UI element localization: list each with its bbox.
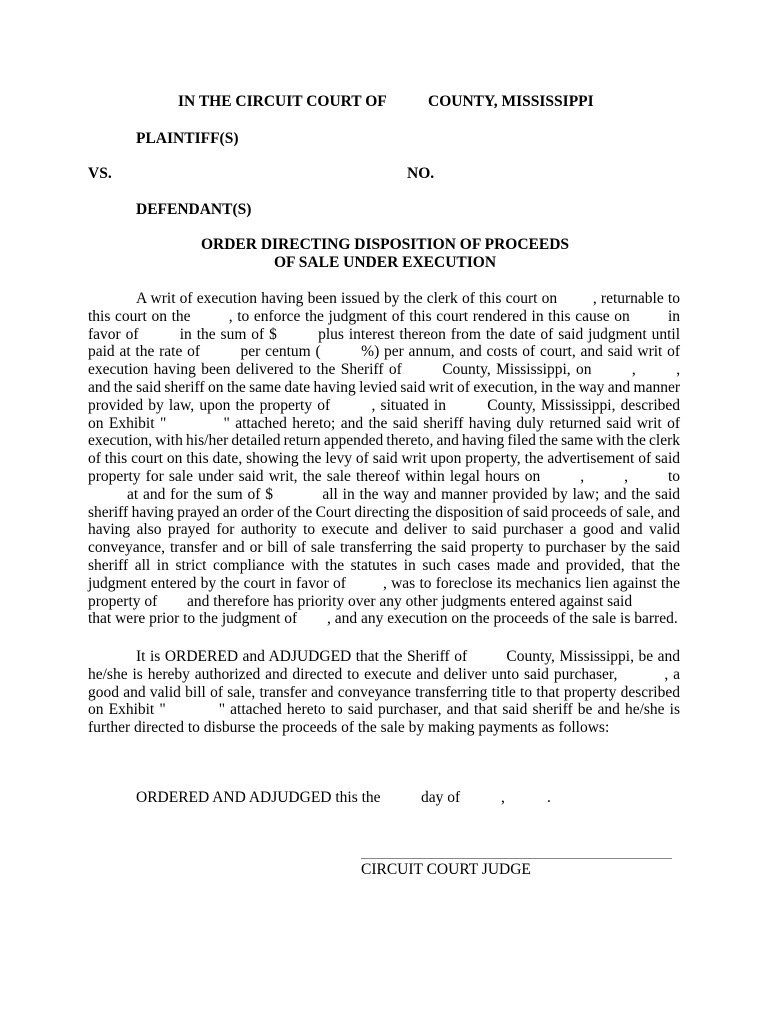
- paragraph-line: [88, 450, 680, 468]
- text-segment: " attached hereto; and the said sheriff having duly returned said writ of: [223, 414, 681, 432]
- defendant-label: DEFENDANT(S): [136, 201, 252, 218]
- text-segment: property for sale under said writ, the sale thereof within legal hours on: [88, 468, 541, 485]
- text-segment: " attached hereto to said purchaser, and that said sheriff be and he/she is: [218, 701, 680, 719]
- text-segment: County, Mississippi, on: [442, 361, 592, 379]
- text-segment: %) per annum, and costs of court, and said writ of: [361, 343, 681, 361]
- text-segment: , situated in: [371, 396, 446, 414]
- text-segment: judgment entered by the court in favor of: [88, 574, 346, 592]
- text-segment: that were prior to the judgment of: [88, 610, 298, 628]
- text-segment: ,: [676, 361, 681, 379]
- paragraph-line: [88, 610, 678, 628]
- text-segment: ,: [624, 468, 628, 485]
- text-segment: provided by law, upon the property of: [88, 396, 331, 414]
- text-segment: on Exhibit ": [88, 414, 167, 432]
- court-heading-suffix: COUNTY, MISSISSIPPI: [428, 93, 594, 110]
- paragraph-line: [88, 308, 680, 326]
- paragraph-line: [136, 290, 680, 308]
- text-segment: this court on the: [88, 307, 191, 325]
- paragraph-line: [88, 557, 680, 575]
- date-period: .: [547, 789, 551, 806]
- text-segment: favor of: [88, 325, 139, 343]
- text-segment: , to enforce the judgment of this court rendered in this cause on: [228, 307, 630, 325]
- text-segment: of this court on this date, showing the levy of said writ upon property, the advertisement of said: [88, 450, 680, 468]
- text-segment: and the said sheriff on the same date having levied said writ of execution, in the way and manner: [88, 379, 680, 396]
- text-segment: It is ORDERED and ADJUDGED that the Sheriff of: [136, 648, 468, 665]
- plaintiff-label: PLAINTIFF(S): [136, 130, 239, 147]
- paragraph-line: [88, 684, 680, 702]
- text-segment: all in the way and manner provided by law; and the said: [322, 485, 681, 503]
- text-segment: , and any execution on the proceeds of the sale is barred.: [326, 610, 678, 628]
- document-title-line-2: OF SALE UNDER EXECUTION: [273, 254, 497, 271]
- text-segment: on Exhibit ": [88, 701, 166, 719]
- text-segment: , a: [664, 665, 680, 683]
- text-segment: County, Mississippi, be and: [506, 648, 680, 665]
- paragraph-line: [88, 666, 680, 684]
- text-segment: , returnable to: [592, 290, 680, 307]
- text-segment: in: [667, 307, 681, 325]
- judge-signature-label: CIRCUIT COURT JUDGE: [361, 861, 531, 878]
- text-segment: good and valid bill of sale, transfer and conveyance transferring title to that property described: [88, 683, 680, 701]
- text-segment: at and for the sum of $: [127, 485, 273, 503]
- paragraph-line: [127, 486, 680, 504]
- court-heading-prefix: IN THE CIRCUIT COURT OF: [178, 93, 387, 110]
- text-segment: property of: [88, 592, 158, 610]
- paragraph-line: [88, 326, 680, 344]
- text-segment: sheriff all in strict compliance with the statutes in such cases made and provided, that the: [88, 557, 680, 574]
- paragraph-line: [88, 521, 680, 539]
- day-of-text: day of: [421, 789, 461, 806]
- paragraph-line: [88, 593, 632, 611]
- paragraph-line: [88, 379, 680, 397]
- paragraph-line: [88, 361, 680, 379]
- text-segment: ,: [580, 468, 585, 485]
- paragraph-line: [88, 504, 680, 522]
- text-segment: ,: [631, 361, 636, 379]
- ordered-text: ORDERED AND ADJUDGED this the: [136, 789, 381, 806]
- text-segment: to: [667, 468, 680, 485]
- text-segment: , was to foreclose its mechanics lien against the: [382, 574, 680, 592]
- text-segment: plus interest thereon from the date of said judgment until: [318, 325, 680, 343]
- paragraph-line: [88, 575, 680, 593]
- date-comma: ,: [501, 789, 505, 806]
- text-segment: County, Mississippi, described: [487, 396, 681, 414]
- paragraph-line: [88, 539, 680, 557]
- case-number-label: NO.: [407, 165, 435, 182]
- text-segment: per centum (: [240, 343, 321, 361]
- text-segment: further directed to disburse the proceeds of the sale by making payments as follows:: [88, 719, 610, 737]
- vs-label: VS.: [88, 165, 112, 182]
- paragraph-line: [88, 432, 680, 450]
- text-segment: in the sum of $: [179, 325, 277, 343]
- text-segment: sheriff having prayed an order of the Court directing the disposition of said proceeds of sale, and: [88, 503, 680, 521]
- text-segment: paid at the rate of: [88, 343, 201, 361]
- text-segment: execution, with his/her detailed return appended thereto, and having filed the same with the clerk: [88, 432, 680, 450]
- text-segment: having also prayed for authority to execute and deliver to said purchaser a good and valid: [88, 521, 680, 539]
- paragraph-line: [88, 415, 680, 433]
- paragraph-line: [88, 468, 680, 486]
- document-title-line-1: ORDER DIRECTING DISPOSITION OF PROCEEDS: [200, 236, 570, 253]
- paragraph-line: [88, 701, 680, 719]
- text-segment: conveyance, transfer and or bill of sale transferring the said property to purchaser by the said: [88, 539, 680, 557]
- paragraph-line: [88, 343, 680, 361]
- signature-line: [361, 858, 672, 859]
- text-segment: execution having been delivered to the Sheriff of: [88, 361, 402, 379]
- paragraph-line: [136, 648, 680, 666]
- paragraph-line: [88, 397, 680, 415]
- text-segment: he/she is hereby authorized and directed to execute and deliver unto said purchaser,: [88, 665, 618, 683]
- text-segment: and therefore has priority over any other judgments entered against said: [187, 592, 633, 610]
- paragraph-line: [88, 719, 609, 737]
- text-segment: A writ of execution having been issued by the clerk of this court on: [136, 290, 558, 307]
